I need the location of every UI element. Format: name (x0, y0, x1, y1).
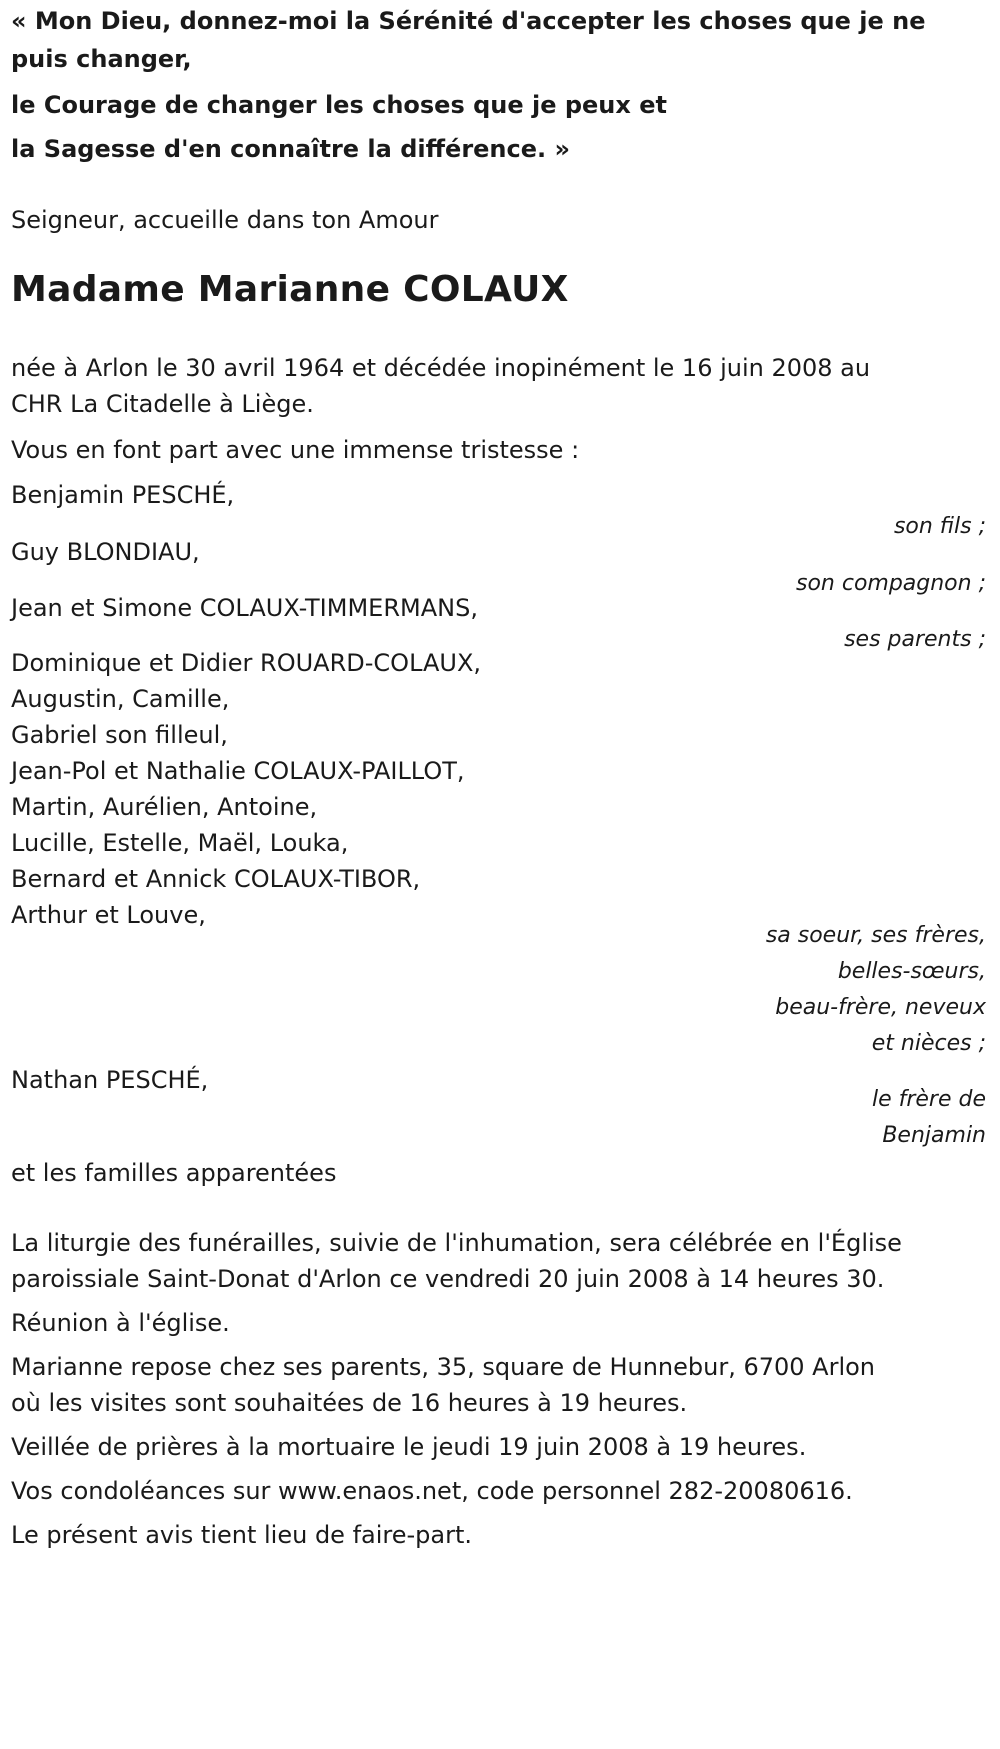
prayer-line-3: le Courage de changer les choses que je peux et (11, 91, 667, 119)
announcement: Vous en font part avec une immense tristesse : (11, 436, 580, 464)
relation-line: beau-frère, neveux (775, 995, 986, 1020)
family-relation: son fils ; (893, 514, 986, 539)
siblings-relation (766, 918, 986, 1062)
relation-line: sa soeur, ses frères, (765, 923, 986, 948)
family-name: Arthur et Louve, (11, 901, 206, 929)
prayer-line-2: puis changer, (11, 45, 192, 73)
relation-line: le frère de (871, 1087, 986, 1112)
relation-line: Benjamin (882, 1123, 986, 1148)
birth-death-line-1: née à Arlon le 30 avril 1964 et décédée inopinément le 16 juin 2008 au (11, 354, 871, 382)
funeral-details (11, 1225, 996, 1553)
family-name: Dominique et Didier ROUARD-COLAUX, (11, 649, 482, 677)
rest-line-1: Marianne repose chez ses parents, 35, square de Hunnebur, 6700 Arlon (11, 1353, 876, 1381)
family-name-nathan: Nathan PESCHÉ, (11, 1066, 209, 1094)
birth-death-line-2: CHR La Citadelle à Liège. (11, 390, 314, 418)
family-name: Jean et Simone COLAUX-TIMMERMANS, (11, 594, 478, 622)
relation-line: et nièces ; (871, 1031, 986, 1056)
liturgy-line-1: La liturgie des funérailles, suivie de l'inhumation, sera célébrée en l'Église (11, 1229, 902, 1257)
notice-info: Le présent avis tient lieu de faire-part. (11, 1521, 473, 1549)
liturgy-line-2: paroissiale Saint-Donat d'Arlon ce vendredi 20 juin 2008 à 14 heures 30. (11, 1265, 885, 1293)
prayer-line-4: la Sagesse d'en connaître la différence. » (11, 135, 570, 163)
family-name: Augustin, Camille, (11, 685, 230, 713)
prayer-line-1: « Mon Dieu, donnez-moi la Sérénité d'accepter les choses que je ne (11, 7, 926, 35)
family-relation: son compagnon ; (795, 571, 986, 596)
invocation: Seigneur, accueille dans ton Amour (11, 206, 439, 234)
birth-death-info (11, 350, 996, 422)
relation-line: belles-sœurs, (837, 959, 986, 984)
meeting-info: Réunion à l'église. (11, 1309, 230, 1337)
vigil-info: Veillée de prières à la mortuaire le jeudi 19 juin 2008 à 19 heures. (11, 1433, 807, 1461)
siblings-names (11, 645, 996, 933)
family-name: Gabriel son filleul, (11, 721, 228, 749)
serenity-prayer (11, 2, 996, 170)
rest-line-2: où les visites sont souhaitées de 16 heures à 19 heures. (11, 1389, 688, 1417)
family-name: Bernard et Annick COLAUX-TIBOR, (11, 865, 421, 893)
family-name: Guy BLONDIAU, (11, 538, 200, 566)
family-name: Jean-Pol et Nathalie COLAUX-PAILLOT, (11, 757, 465, 785)
family-name: Martin, Aurélien, Antoine, (11, 793, 318, 821)
family-relation: ses parents ; (844, 627, 986, 652)
condolences-info: Vos condoléances sur www.enaos.net, code personnel 282-20080616. (11, 1477, 853, 1505)
deceased-name: Madame Marianne COLAUX (11, 269, 569, 310)
related-families: et les familles apparentées (11, 1159, 337, 1187)
nathan-relation (872, 1082, 986, 1154)
family-name: Benjamin PESCHÉ, (11, 481, 235, 509)
family-name: Lucille, Estelle, Maël, Louka, (11, 829, 349, 857)
